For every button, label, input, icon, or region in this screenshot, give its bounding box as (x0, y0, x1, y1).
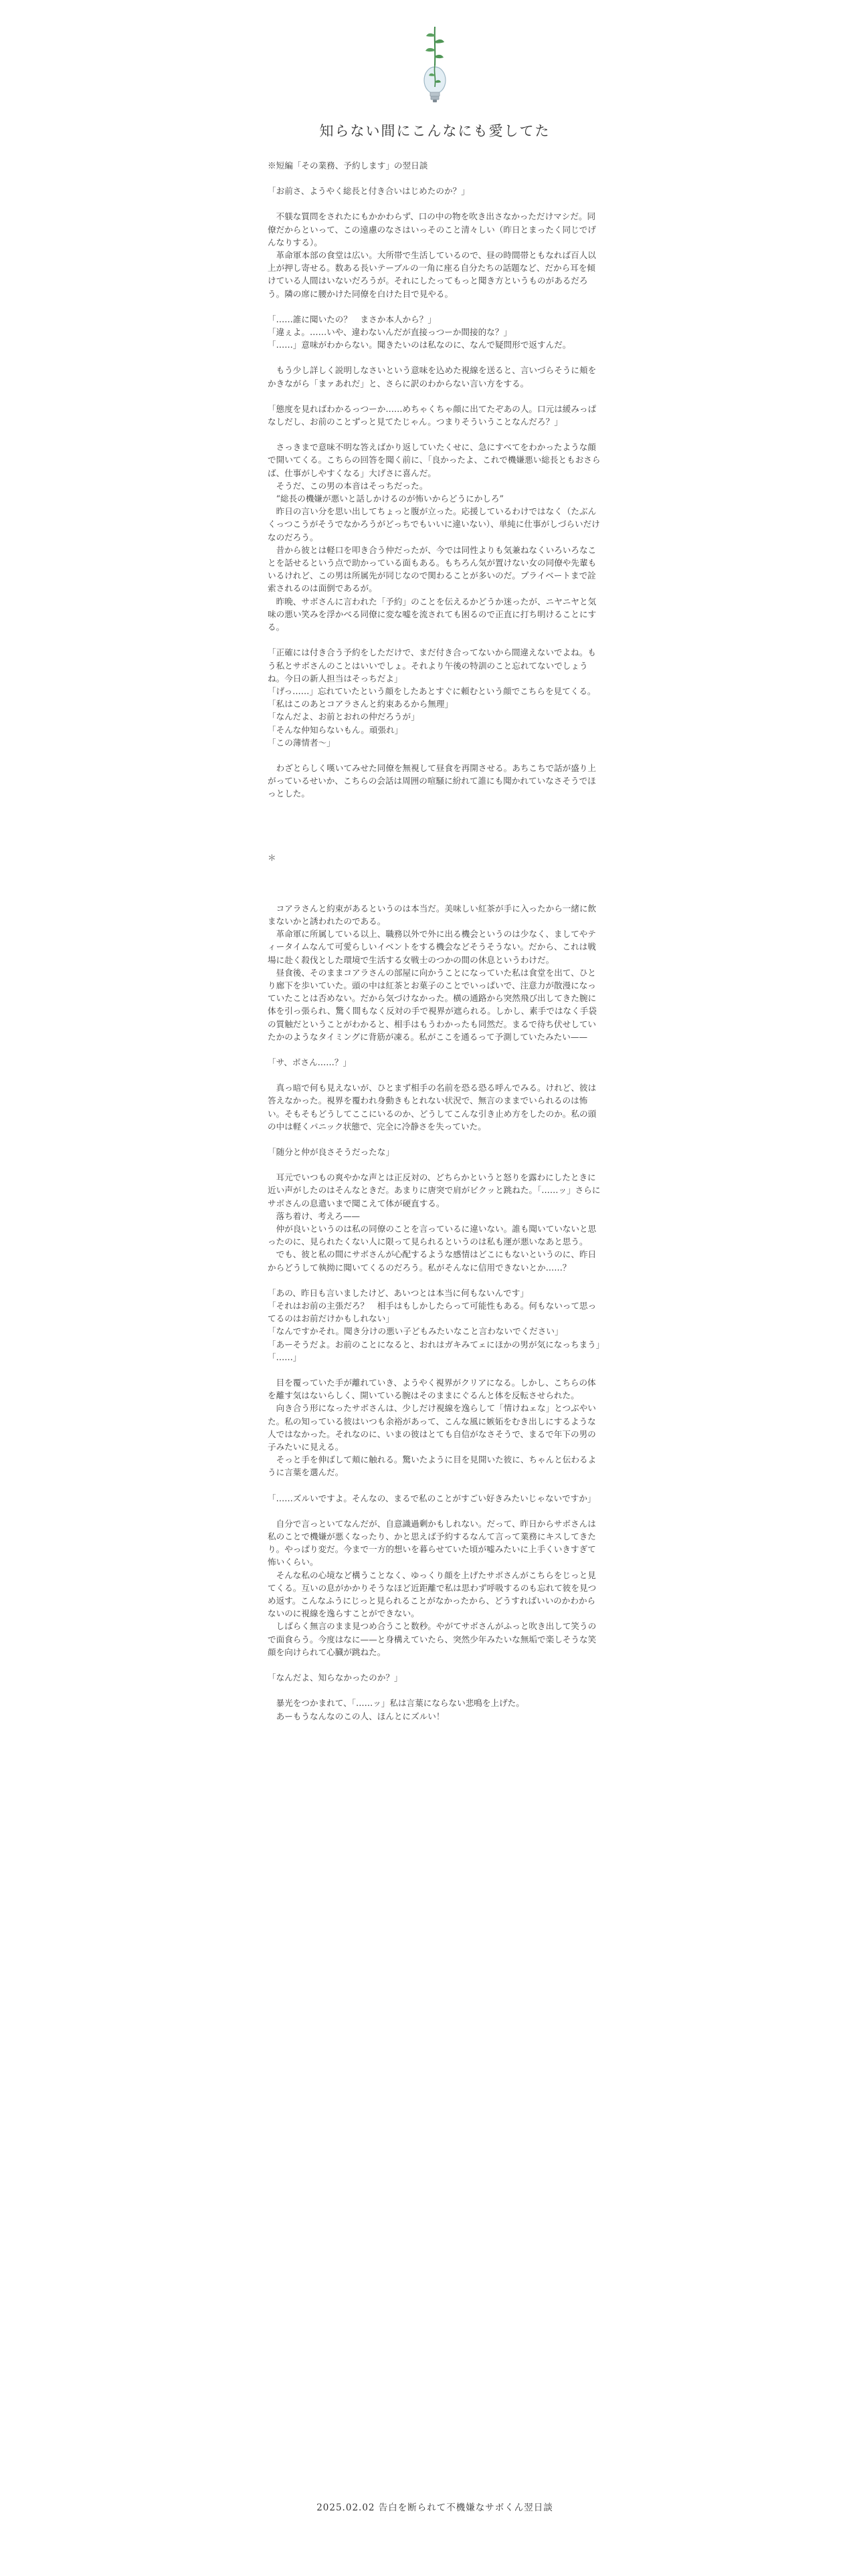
paragraph: そんな私の心境など構うことなく、ゆっくり顔を上げたサボさんがこちらをじっと見てくる。互いの息がかかりそうなほど近距離で私は思わず呼吸するのも忘れて彼を見つめ返す。こんなふうにじっと見られることがなかったから、どうすればいいのかわからないのに視線を逸らすことができない。 (268, 1570, 597, 1619)
paragraph: 「なんだよ、知らなかったのか？」 (268, 1673, 403, 1683)
paragraph: そっと手を伸ばして頬に触れる。驚いたように目を見開いた彼に、ちゃんと伝わるように言葉を選んだ。 (268, 1455, 597, 1478)
paragraph: 「サ、ボさん……？」 (268, 1057, 352, 1067)
paragraph: 暴光をつかまれて、「……ッ」私は言葉にならない悲鳴を上げた。 (268, 1698, 524, 1709)
paragraph: 「私はこのあとコアラさんと約束あるから無理」 (268, 699, 454, 710)
paragraph: 「……誰に聞いたの？ まさか本人から？」 (268, 314, 436, 324)
paragraph: しばらく無言のまま見つめ合うこと数秒。やがてサボさんがふっと吹き出して笑うので面食らう。今度はなに——と身構えていたら、突然少年みたいな無垢で楽しそうな笑顔を向けられて心臓が跳ねた。 (268, 1621, 597, 1657)
section-3 (268, 1492, 602, 1723)
paragraph: 「なんですかそれ。聞き分けの悪い子どもみたいなこと言わないでください」 (268, 1326, 563, 1337)
paragraph: 仲が良いというのは私の同僚のことを言っているに違いない。誰も聞いていないと思ったのに、見られたくない人に限って見られるというのは私も運が悪いなあと思う。 (268, 1224, 597, 1247)
paragraph: もう少し詳しく説明しなさいという意味を込めた視線を送ると、言いづらそうに頬をかきながら「まァあれだ」と、さらに訳のわからない言い方をする。 (268, 365, 597, 389)
paragraph-gap (268, 1658, 602, 1671)
paragraph: 革命軍本部の食堂は広い。大所帯で生活しているので、昼の時間帯ともなれば百人以上が押し寄せる。数ある長いテーブルの一角に座る自分たちの話題など、だから耳を傾けている人間はいないだろうが。それにしたってもっと聞き方というものがあるだろう。隣の席に腰かけた同僚を白けた目で見やる。 (268, 250, 596, 299)
paragraph-gap (268, 1364, 602, 1376)
story-body (268, 159, 605, 1723)
lightbulb-plant-icon (418, 25, 452, 104)
paragraph-gap (268, 1133, 602, 1146)
paragraph: 「……」 (268, 1352, 302, 1362)
paragraph: 「あーそうだよ。お前のことになると、おれはガキみてェにほかの男が気になっちまう」 (268, 1339, 605, 1350)
paragraph-gap (268, 1069, 602, 1081)
paragraph-gap (268, 749, 602, 762)
paragraph-gap (268, 1043, 602, 1056)
paragraph-gap (268, 351, 602, 364)
paragraph: 落ち着け、考えろ—— (268, 1210, 361, 1221)
paragraph-gap (268, 1684, 602, 1697)
paragraph: そうだ、この男の本音はそっちだった。 (268, 480, 428, 491)
paragraph: 向き合う形になったサボさんは、少しだけ視線を逸らして「情けねェな」とつぶやいた。私の知っている彼はいつも余裕があって、こんな風に嫉妬をむき出しにするような人ではなかった。それなのに、いまの彼はとても自信がなさそうで、まるで年下の男の子みたいに見える。 (268, 1403, 596, 1453)
paragraph: 「随分と仲が良さそうだったな」 (268, 1146, 394, 1157)
story-note: ※短編「その業務、予約します」の翌日談 (268, 160, 428, 171)
paragraph: 革命軍に所属している以上、職務以外で外に出る機会というのは少なく、ましてやティータイムなんて可愛らしいイベントをする機会などそうそうない。だから、これは戦場に赴く殺伐とした環境で生活する女戦士のつかの間の休息というわけだ。 (268, 929, 596, 965)
paragraph: 「態度を見ればわかるっつーか……めちゃくちゃ顔に出てたぞあの人。口元は緩みっぱなしだし、お前のことずっと見てたじゃん。つまりそういうことなんだろ？」 (268, 403, 597, 427)
paragraph-gap (268, 390, 602, 403)
paragraph: 目を覆っていた手が離れていき、ようやく視界がクリアになる。しかし、こちらの体を離す気はないらしく、開いている腕はそのままにぐるんと体を反転させられた。 (268, 1378, 596, 1401)
story-title: 知らない間にこんなにも愛してた (319, 123, 551, 139)
paragraph: 「それはお前の主張だろ？ 相手はもしかしたらって可能性もある。何もないって思ってるのはお前だけかもしれない」 (268, 1301, 597, 1324)
paragraph-gap (268, 428, 602, 441)
paragraph: 「お前さ、ようやく総長と付き合いはじめたのか？」 (268, 186, 470, 197)
paragraph: あーもうなんなのこの人、ほんとにズルい！ (268, 1711, 445, 1721)
paragraph: 真っ暗で何も見えないが、ひとまず相手の名前を恐る恐る呼んでみる。けれど、彼は答えなかった。視界を覆われ身動きもとれない状況で、無言のままでいられるのは怖い。そもそもどうしてここにいるのか、どうしてこんな引き止め方をしたのか。私の頭の中は軽くパニック状態で、完全に冷静さを失っていた。 (268, 1083, 597, 1132)
paragraph: わざとらしく嘆いてみせた同僚を無視して昼食を再開させる。あちこちで話が盛り上がっているせいか、こちらの会話は周囲の喧騒に紛れて誰にも聞かれていなさそうでほっとした。 (268, 762, 597, 799)
paragraph: 自分で言っといてなんだが、自意識過剰かもしれない。だって、昨日からサボさんは私のことで機嫌が悪くなったり、かと思えば予約するなんて言って業務にキスしてきたり。やっぱり変だ。今まで一方的想いを暮らせていた頃が嘘みたいに上手くいきすぎて怖いくらい。 (268, 1518, 596, 1568)
paragraph: 「……」意味がわからない。聞きたいのは私なのに、なんで疑問形で返すんだ。 (268, 340, 571, 350)
paragraph-gap (268, 197, 602, 210)
paragraph-gap (268, 1274, 602, 1287)
paragraph: 「げっ……」忘れていたという顔をしたあとすぐに頼むという顔でこちらを見てくる。 (268, 685, 596, 696)
section-1 (268, 185, 602, 800)
paragraph: 「……ズルいですよ。そんなの、まるで私のことがすごい好きみたいじゃないですか」 (268, 1493, 596, 1503)
paragraph: 「正確には付き合う予約をしただけで、まだ付き合ってないから間違えないでよね。もう私とサボさんのことはいいでしょ。それより午後の特訓のこと忘れてないでしょうね。今日の新人担当はそっちだよ」 (268, 647, 596, 683)
paragraph-gap (268, 1505, 602, 1517)
paragraph: 「違ぇよ。……いや、違わないんだが直接っつーか間接的な？」 (268, 327, 512, 338)
paragraph-gap (268, 1158, 602, 1171)
paragraph: 「あの、昨日も言いましたけど、あいつとは本当に何もないんです」 (268, 1287, 529, 1298)
paragraph: コアラさんと約束があるというのは本当だ。美味しい紅茶が手に入ったから一緒に飲まないかと誘われたのである。 (268, 903, 597, 926)
section-separator: ＊ (268, 852, 276, 863)
paragraph: 不躾な質問をされたにもかかわらず、口の中の物を吹き出さなかっただけマシだ。同僚だからといって、この遠慮のなさはいっそのこと清々しい（昨日とまったく同じでげんなりする）。 (268, 211, 596, 247)
story-footer: 2025.02.02 告白を断られて不機嫌なサボくん翌日談 (316, 2502, 553, 2513)
paragraph: 「そんな仲知らないもん。頑張れ」 (268, 724, 403, 735)
paragraph: 昼食後、そのままコアラさんの部屋に向かうことになっていた私は食堂を出て、ひとり廊下を歩いていた。頭の中は紅茶とお菓子のことでいっぱいで、注意力が散漫になっていたことは否めない。だから気づけなかった。横の通路から突然飛び出してきた腕に体を引っ張られ、驚く間もなく反対の手で視界が遮られる。しかし、素手ではなく手袋の質触だということがわかると、相手はもうわかったも同然だ。まるで待ち伏せしていたかのようなタイミングに背筋が凍る。私がここを通るって予測していたみたい—— (268, 967, 597, 1042)
paragraph: でも、彼と私の間にサボさんが心配するような感情はどこにもないというのに、昨日からどうして執拗に聞いてくるのだろう。私がそんなに信用できないとか……？ (268, 1249, 597, 1273)
paragraph-gap (268, 300, 602, 313)
paragraph: 耳元でいつもの爽やかな声とは正反対の、どちらかというと怒りを露わにしたときに近い声がしたのはそんなときだ。あまりに唐突で肩がビクッと跳ねた。「……ッ」さらにサボさんの息遣いまで聞こえて体が硬直する。 (268, 1172, 601, 1208)
paragraph-gap (268, 633, 602, 646)
paragraph: 昨晩、サボさんに言われた「予約」のことを伝えるかどうか迷ったが、ニヤニヤと気味の悪い笑みを浮かべる同僚に変な嘘を流されても困るので正直に打ち明けることにする。 (268, 596, 597, 633)
paragraph: さっきまで意味不明な答えばかり返していたくせに、急にすべてをわかったような顔で開いてくる。こちらの回答を聞く前に、「良かったよ、これで機嫌悪い総長ともおさらば、仕事がしやすくなる」大げさに喜んだ。 (268, 442, 601, 478)
section-2 (268, 902, 605, 1479)
paragraph: 昔から彼とは軽口を叩き合う仲だったが、今では同性よりも気兼ねなくいろいろなことを話せるという点で助かっている面もある。もちろん気が置けない女の同僚や先輩もいるけれど、この男は所属先が同じなので関わることが多いのだ。プライベートまで詮索されるのは面倒であるが。 (268, 544, 597, 594)
paragraph: 「なんだよ、お前とおれの仲だろうが」 (268, 712, 419, 722)
paragraph: 昨日の言い分を思い出してちょっと腹が立った。応援しているわけではなく（たぶんくっつこうがそうでなかろうがどっちでもいいに違いない）、単純に仕事がしづらいだけなのだろう。 (268, 506, 600, 542)
paragraph: 「この薄情者〜」 (268, 737, 335, 748)
paragraph: “総長の機嫌が悪いと話しかけるのが怖いからどうにかしろ” (268, 494, 504, 504)
